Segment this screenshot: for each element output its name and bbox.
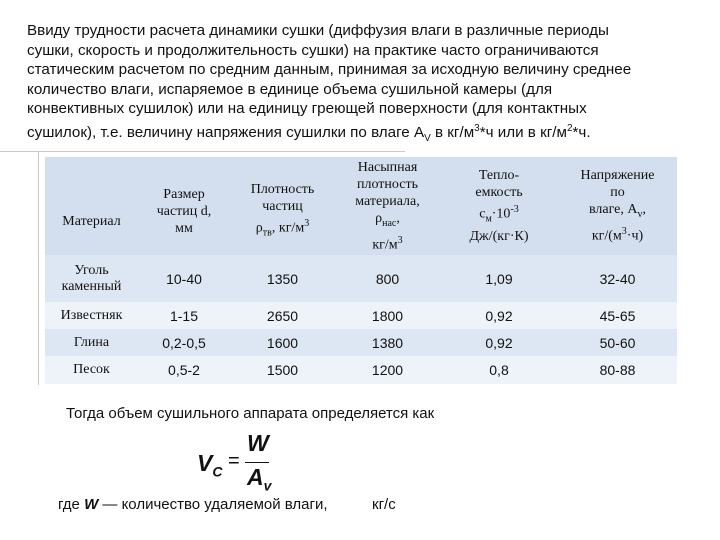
- formula-lhs: $V_C$: [197, 450, 223, 480]
- formula-fraction-bar: [245, 462, 269, 463]
- cell-heat-capacity: 0,92: [440, 302, 558, 329]
- table-header-row: [45, 157, 677, 255]
- table-row: [45, 255, 677, 302]
- cell-material: Глина: [45, 329, 138, 356]
- cell-tension: 32-40: [558, 255, 677, 302]
- cell-size: 0,5-2: [138, 356, 230, 384]
- cell-material: Песок: [45, 356, 138, 384]
- divider-vertical: [38, 152, 39, 385]
- cell-heat-capacity: 0,8: [440, 356, 558, 384]
- header-heat-capacity: Тепло- емкость $с_м\cdot 10^{-3}$ Дж/(кг·К): [440, 157, 558, 255]
- formula-equals: =: [228, 450, 240, 472]
- cell-heat-capacity: 1,09: [440, 255, 558, 302]
- table-row: [45, 356, 677, 384]
- intro-line-2: сушки, скорость и продолжительность сушки) на практике часто ограничиваются: [27, 41, 599, 59]
- cell-tension: 50-60: [558, 329, 677, 356]
- cell-density: 1350: [230, 255, 335, 302]
- cell-material: Уголь каменный: [45, 255, 138, 302]
- cell-bulk-density: 1380: [335, 329, 440, 356]
- variable-unit: кг/с: [372, 496, 396, 513]
- divider-horizontal: [0, 151, 405, 152]
- cell-material: Известняк: [45, 302, 138, 329]
- intro-line-3: статическим расчетом по средним данным, принимая за исходную величину среднее: [27, 61, 632, 79]
- intro-line-1: Ввиду трудности расчета динамики сушки (диффузия влаги в различные периоды: [27, 22, 609, 39]
- header-material: Материал: [45, 157, 138, 255]
- formula-intro-text: Тогда объем сушильного аппарата определяется как: [66, 405, 435, 422]
- header-particle-size: Размер частиц d, мм: [138, 157, 230, 255]
- variable-definition: где W — количество удаляемой влаги, кг/с: [58, 496, 396, 513]
- intro-line-4: количество влаги, испаряемое в единице объема сушильной камеры (для: [27, 80, 553, 98]
- cell-tension: 80-88: [558, 356, 677, 384]
- materials-table: [45, 157, 677, 384]
- formula-denominator: $A_v$: [247, 464, 272, 494]
- table-row: [45, 329, 677, 356]
- formula-numerator: W: [247, 430, 269, 456]
- cell-bulk-density: 1200: [335, 356, 440, 384]
- cell-density: 2650: [230, 302, 335, 329]
- intro-paragraph: [27, 21, 697, 149]
- variable-symbol: W: [84, 496, 99, 513]
- cell-size: 10-40: [138, 255, 230, 302]
- cell-bulk-density: 1800: [335, 302, 440, 329]
- intro-line-5: конвективных сушилок) или на единицу греющей поверхности (для контактных: [27, 100, 587, 118]
- header-bulk-density: Насыпная плотность материала, $\rho_{нас}$, $кг/м^3$: [335, 157, 440, 255]
- header-moisture-tension: Напряжение по влаге, $А_v$, $кг/(м^3\cdot ч)$: [558, 157, 677, 255]
- volume-formula: [195, 432, 305, 492]
- cell-bulk-density: 800: [335, 255, 440, 302]
- cell-size: 0,2-0,5: [138, 329, 230, 356]
- header-particle-density: Плотность частиц $\rho_{тв}$, $кг/м^3$: [230, 157, 335, 255]
- cell-density: 1600: [230, 329, 335, 356]
- table-row: [45, 302, 677, 329]
- intro-line-6: сушилок), т.е. величину напряжения сушилки по влаге $А_V$ в $кг/м^3*ч$ или в $кг/м^2*ч$.: [27, 122, 591, 145]
- cell-size: 1-15: [138, 302, 230, 329]
- cell-tension: 45-65: [558, 302, 677, 329]
- cell-heat-capacity: 0,92: [440, 329, 558, 356]
- cell-density: 1500: [230, 356, 335, 384]
